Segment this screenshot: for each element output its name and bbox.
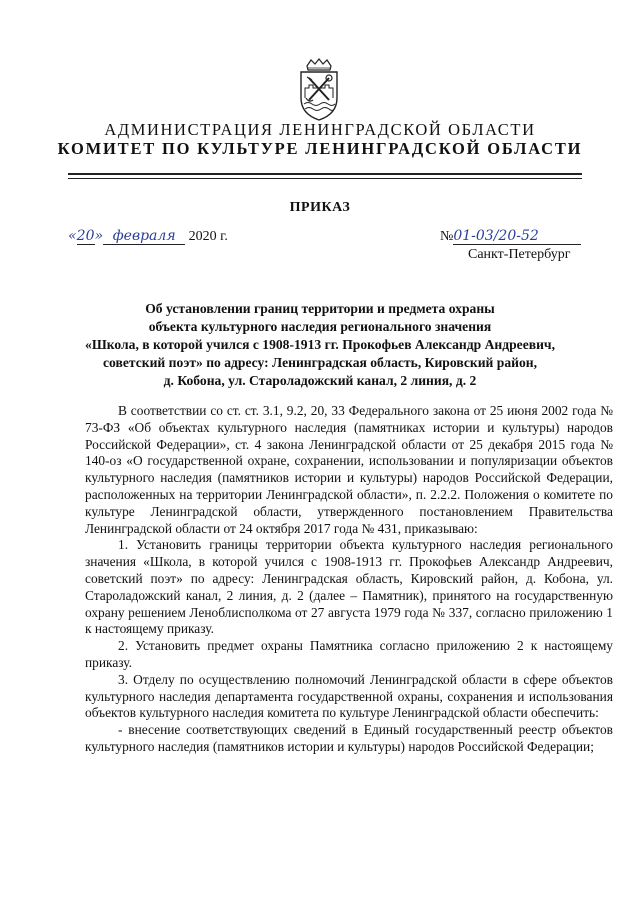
subject-line: объекта культурного наследия регионального значения [148, 319, 492, 334]
body-paragraph-item-2: 2. Установить предмет охраны Памятника согласно приложению 2 к настоящему приказу. [85, 638, 613, 670]
date-month: февраля [103, 228, 185, 245]
coat-of-arms-icon [293, 58, 345, 122]
body-paragraph-item-3: 3. Отделу по осуществлению полномочий Ленинградской области в сфере объектов культурного наследия департамента государственной охраны, сохранения и использования объектов культурного наследия комитета по культуре Ленинградской области обеспечить: [85, 671, 613, 721]
document-subject [60, 300, 580, 390]
document-type-title: ПРИКАЗ [289, 200, 351, 215]
document-number [440, 228, 581, 245]
subject-line: д. Кобона, ул. Староладожский канал, 2 линия, д. 2 [163, 373, 477, 388]
body-paragraph-item-1: 1. Установить границы территории объекта культурного наследия регионального значения «Школа, в которой учился с 1908-1913 гг. Прокофьев Александр Андреевич, советский поэт» по адресу: Ленинградская область, Кировский район, д. Кобона, ул. Староладожский канал, 2 линия, д. 2 (далее – Памятник), принятого на государственную охрану решением Леноблисполкома от 27 августа 1979 года № 337, согласно приложению 1 к настоящему приказу. [85, 537, 613, 637]
body-paragraph-preamble: В соответствии со ст. ст. 3.1, 9.2, 20, 33 Федерального закона от 25 июня 2002 года № 73-ФЗ «Об объектах культурного наследия (памятниках истории и культуры) народов Российской Федерации», ст. 4 закона Ленинградской области от 25 декабря 2015 года № 140-оз «О государственной охране, сохранении, использовании и популяризации объектов культурного наследия (памятников истории и культуры) народов Российской Федерации, расположенных на территории Ленинградской области», п. 2.2.2. Положения о комитете по культуре Ленинградской области, утвержденного постановлением Правительства Ленинградской области от 24 октября 2017 года № 431, приказываю: [85, 403, 613, 536]
body-paragraph-item-3-sub: - внесение соответствующих сведений в Единый государственный реестр объектов культурного наследия (памятников истории и культуры) народов Российской Федерации; [85, 722, 613, 754]
header-divider-thick [68, 173, 582, 175]
date-close-quote: » [94, 228, 104, 244]
document-date [68, 228, 228, 245]
date-open-quote: « [68, 228, 77, 244]
header-divider-thin [68, 178, 582, 179]
date-day: 20 [76, 228, 95, 244]
document-city: Санкт-Петербург [468, 247, 571, 262]
subject-line: советский поэт» по адресу: Ленинградская область, Кировский район, [103, 355, 537, 370]
org-name-administration: АДМИНИСТРАЦИЯ ЛЕНИНГРАДСКОЙ ОБЛАСТИ [104, 120, 536, 139]
org-name-committee: КОМИТЕТ ПО КУЛЬТУРЕ ЛЕНИНГРАДСКОЙ ОБЛАСТИ [57, 139, 583, 158]
number-sign: № [440, 229, 454, 244]
subject-line: Об установлении границ территории и предмета охраны [145, 301, 495, 316]
date-year: 2020 г. [188, 229, 228, 244]
subject-line: «Школа, в которой учился с 1908-1913 гг. Прокофьев Александр Андреевич, [85, 337, 555, 352]
document-body [85, 403, 613, 756]
number-value: 01-03/20-52 [453, 228, 581, 245]
